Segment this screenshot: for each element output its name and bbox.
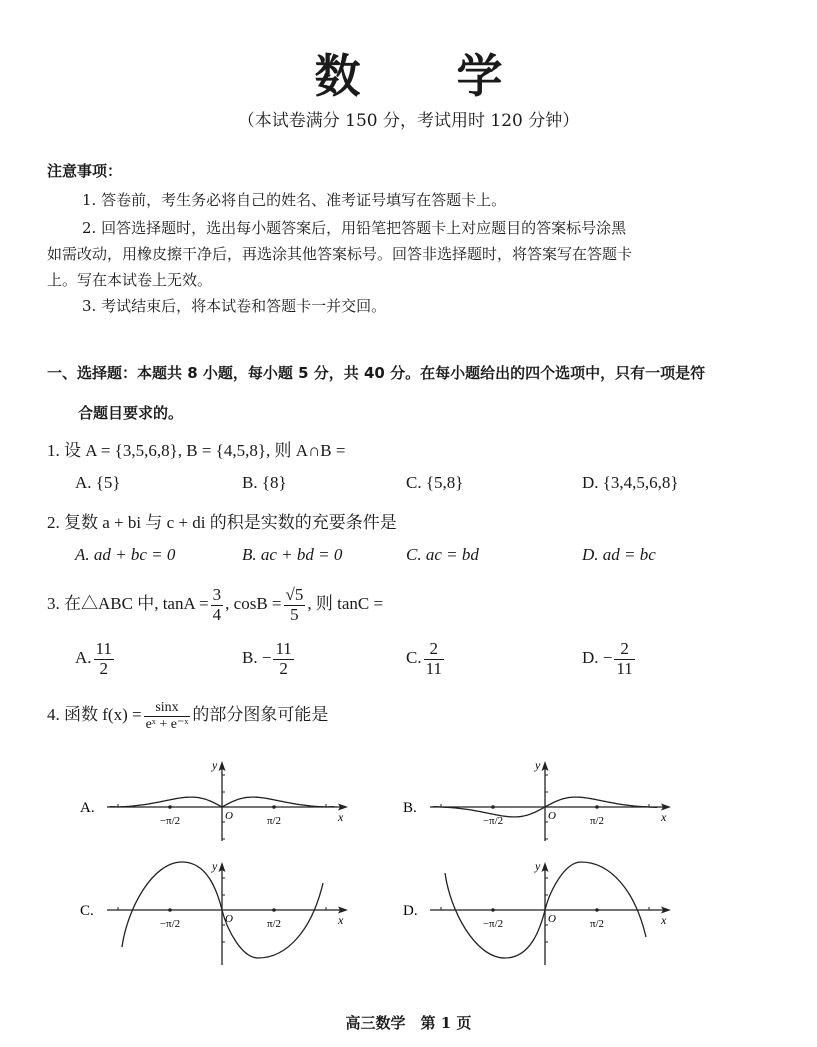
tick-dot	[595, 908, 599, 912]
numerator: sinx	[144, 700, 191, 716]
tick-dot	[595, 805, 599, 809]
q3-stem-pre: 3. 在△ABC 中, tanA =	[47, 594, 209, 614]
tick-dot	[168, 908, 172, 912]
tanA-fraction	[211, 586, 224, 624]
exam-subtitle: （本试卷满分 150 分，考试用时 120 分钟）	[237, 111, 580, 131]
option-label: C.	[406, 648, 422, 668]
q4-stem-post: 的部分图象可能是	[192, 705, 329, 724]
question-1-stem: 1. 设 A = {3,5,6,8}, B = {4,5,8}, 则 A∩B =	[47, 441, 346, 460]
q4-stem-pre: 4. 函数 f(x) =	[47, 705, 142, 724]
function-fraction	[144, 700, 191, 732]
graph-label: C.	[80, 903, 94, 919]
option-sign: −	[602, 648, 613, 668]
q2-option-d: D. ad = bc	[582, 545, 656, 564]
numerator: 11	[275, 639, 292, 658]
q1-option-d: D. {3,4,5,6,8}	[582, 473, 679, 492]
tick-dot	[491, 908, 495, 912]
y-axis-label: y	[535, 758, 541, 772]
pos-half-pi-label: π/2	[589, 918, 605, 930]
denominator: eˣ + e⁻ˣ	[145, 716, 189, 732]
option-fraction	[94, 640, 114, 678]
notice-item: 上。写在本试卷上无效。	[47, 271, 213, 289]
option-fraction	[614, 640, 634, 678]
question-4-stem	[47, 700, 328, 732]
y-axis-label: y	[212, 859, 218, 873]
option-fraction	[273, 640, 293, 678]
graph-label: D.	[403, 903, 418, 919]
q2-option-c: C. ac = bd	[406, 545, 479, 564]
pos-half-pi-label: π/2	[266, 815, 282, 827]
question-2-stem: 2. 复数 a + bi 与 c + di 的积是实数的充要条件是	[47, 513, 397, 532]
graph-label: A.	[80, 800, 95, 816]
page-footer: 高三数学 第 1 页	[345, 1014, 472, 1032]
graph-option-c[interactable]	[72, 850, 372, 980]
notice-item: 3. 考试结束后，将本试卷和答题卡一并交回。	[82, 297, 387, 315]
x-axis-label: x	[338, 810, 344, 824]
q3-option-b	[242, 640, 296, 678]
option-fraction	[424, 640, 444, 678]
y-axis-label: y	[535, 859, 541, 873]
origin-label: O	[548, 913, 556, 925]
neg-half-pi-label: −π/2	[482, 815, 504, 827]
notice-item: 1. 答卷前，考生务必将自己的姓名、准考证号填写在答题卡上。	[82, 191, 507, 209]
numerator: 2	[424, 640, 444, 660]
q3-stem-post: , 则 tanC =	[307, 594, 384, 614]
numerator: √5	[285, 585, 304, 604]
notice-item: 2. 回答选择题时，选出每小题答案后，用铅笔把答题卡上对应题目的答案标号涂黑	[82, 219, 627, 237]
pos-half-pi-label: π/2	[589, 815, 605, 827]
denominator: 11	[616, 658, 633, 678]
section-heading: 一、选择题：本题共 8 小题，每小题 5 分，共 40 分。在每小题给出的四个选项中，只有一项是符	[47, 364, 706, 382]
option-label: D.	[582, 648, 599, 668]
denominator: 4	[212, 604, 222, 624]
neg-half-pi-label: −π/2	[159, 815, 181, 827]
tick-dot	[491, 805, 495, 809]
option-label: A.	[75, 648, 92, 668]
pos-half-pi-label: π/2	[266, 918, 282, 930]
numerator: 11	[95, 639, 112, 658]
tick-dot	[272, 805, 276, 809]
denominator: 2	[279, 658, 288, 678]
q1-option-a: A. {5}	[75, 473, 121, 492]
x-axis-label: x	[338, 913, 344, 927]
q1-option-c: C. {5,8}	[406, 473, 464, 492]
q3-option-c	[406, 640, 446, 678]
q2-option-b: B. ac + bd = 0	[242, 545, 343, 564]
page-title: 数 学	[314, 49, 543, 103]
numerator: 2	[614, 640, 634, 660]
option-label: B.	[242, 648, 258, 668]
x-axis-label: x	[661, 913, 667, 927]
numerator: 3	[212, 585, 222, 604]
q3-option-d	[582, 640, 637, 678]
origin-label: O	[225, 810, 233, 822]
y-axis-label: y	[212, 758, 218, 772]
section-heading-cont: 合题目要求的。	[78, 404, 184, 422]
neg-half-pi-label: −π/2	[482, 918, 504, 930]
tick-dot	[272, 908, 276, 912]
option-sign: −	[261, 648, 272, 668]
notice-heading: 注意事项：	[47, 162, 123, 180]
q2-option-a: A. ad + bc = 0	[75, 545, 176, 564]
x-axis-label: x	[661, 810, 667, 824]
question-3-stem	[47, 586, 383, 624]
origin-label: O	[225, 913, 233, 925]
denominator: 11	[425, 658, 442, 678]
tick-dot	[168, 805, 172, 809]
q3-stem-mid: , cosB =	[225, 594, 282, 614]
notice-item: 如需改动，用橡皮擦干净后，再选涂其他答案标号。回答非选择题时，将答案写在答题卡	[47, 245, 633, 263]
neg-half-pi-label: −π/2	[159, 918, 181, 930]
origin-label: O	[548, 810, 556, 822]
cosB-fraction	[284, 586, 306, 624]
graph-label: B.	[403, 800, 417, 816]
graph-option-d[interactable]	[395, 850, 695, 980]
denominator: 2	[99, 658, 108, 678]
q3-option-a	[75, 640, 116, 678]
q1-option-b: B. {8}	[242, 473, 287, 492]
denominator: 5	[290, 604, 299, 624]
